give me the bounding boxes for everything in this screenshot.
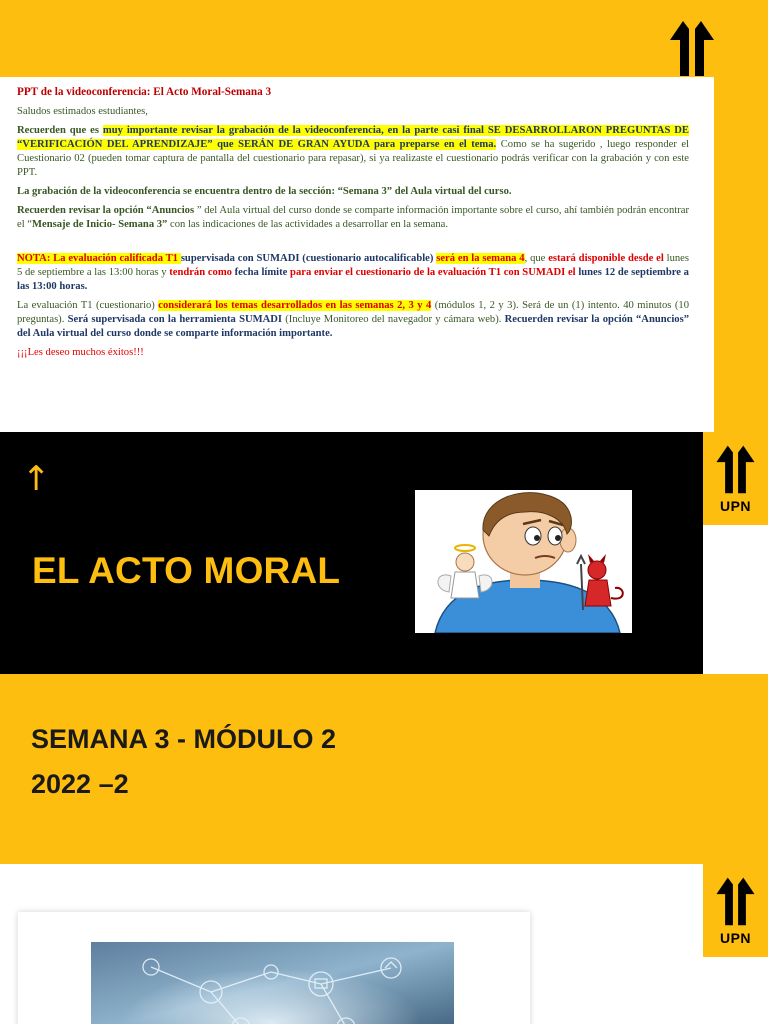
upn-logo-icon bbox=[666, 18, 718, 78]
moral-dilemma-illustration bbox=[415, 490, 632, 633]
upn-logo-icon bbox=[713, 874, 758, 928]
paragraph-nota: NOTA: La evaluación calificada T1 supervisada con SUMADI (cuestionario autocalificable) será en la semana 4, que estará disponible desde el lunes 5 de septiembre a las 13:00 horas y tendrán como fecha límite para enviar el cuestionario de la evaluación T1 con SUMADI el lunes 12 de septiembre a las 13:00 horas. bbox=[17, 253, 689, 292]
paragraph-announcements: Recuerden revisar la opción “Anuncios ” del Aula virtual del curso donde se comparte información importante sobre el curso, ahí también podrán encontrar el “Mensaje de Inicio- Semana 3” con las indicaciones de las actividades a desarrollar en la semana. bbox=[17, 205, 689, 230]
subtitle-band bbox=[0, 674, 768, 864]
paragraph-recording-location: La grabación de la videoconferencia se encuentra dentro de la sección: “Semana 3” del Aula virtual del curso. bbox=[17, 186, 512, 197]
subtitle-week-module: SEMANA 3 - MÓDULO 2 bbox=[31, 724, 337, 754]
paragraph-recording: Recuerden que es muy importante revisar la grabación de la videoconferencia, en la parte casi final SE DESARROLLARON PREGUNTAS DE “VERIFICACIÓN DEL APRENDIZAJE” que SERÁN DE GRAN AYUDA para preparse en el tema. Como se ha sugerido , luego responder el Cuestionario 02 (pueden tomar captura de pantalla del cuestionario para repasar), si ya realizaste el cuestionario podrás verificar con la grabación y con este PPT. bbox=[17, 125, 689, 178]
upn-logo-text: UPN bbox=[719, 930, 752, 946]
announcement-title: PPT de la videoconferencia: El Acto Moral-Semana 3 bbox=[17, 86, 272, 98]
announcement-text bbox=[17, 85, 689, 365]
technology-network-image bbox=[91, 942, 454, 1024]
slide-2 bbox=[0, 432, 768, 864]
content-card bbox=[18, 912, 530, 1024]
upn-logo bbox=[703, 432, 768, 525]
subtitle-year: 2022 –2 bbox=[31, 769, 129, 799]
paragraph-evaluation: La evaluación T1 (cuestionario) considerará los temas desarrollados en las semanas 2, 3 y 4 (módulos 1, 2 y 3). Será de un (1) intento. 40 minutos (10 preguntas). Será supervisada con la herramienta SUMADI (Incluye Monitoreo del navegador y cámara web). Recuerden revisar la opción “Anuncios” del Aula virtual del curso donde se comparte información importante. bbox=[17, 300, 689, 339]
up-arrow-icon: ↑ bbox=[22, 459, 51, 499]
slide-title: EL ACTO MORAL bbox=[32, 550, 341, 591]
upn-logo-icon bbox=[713, 442, 758, 496]
slide-3 bbox=[0, 864, 768, 1024]
title-band bbox=[0, 432, 703, 674]
announcement-card bbox=[0, 77, 714, 432]
closing-message: ¡¡¡Les deseo muchos éxitos!!! bbox=[17, 347, 144, 358]
greeting: Saludos estimados estudiantes, bbox=[17, 106, 148, 117]
upn-logo bbox=[703, 864, 768, 957]
slide-1 bbox=[0, 0, 768, 432]
upn-logo-text: UPN bbox=[719, 498, 752, 514]
